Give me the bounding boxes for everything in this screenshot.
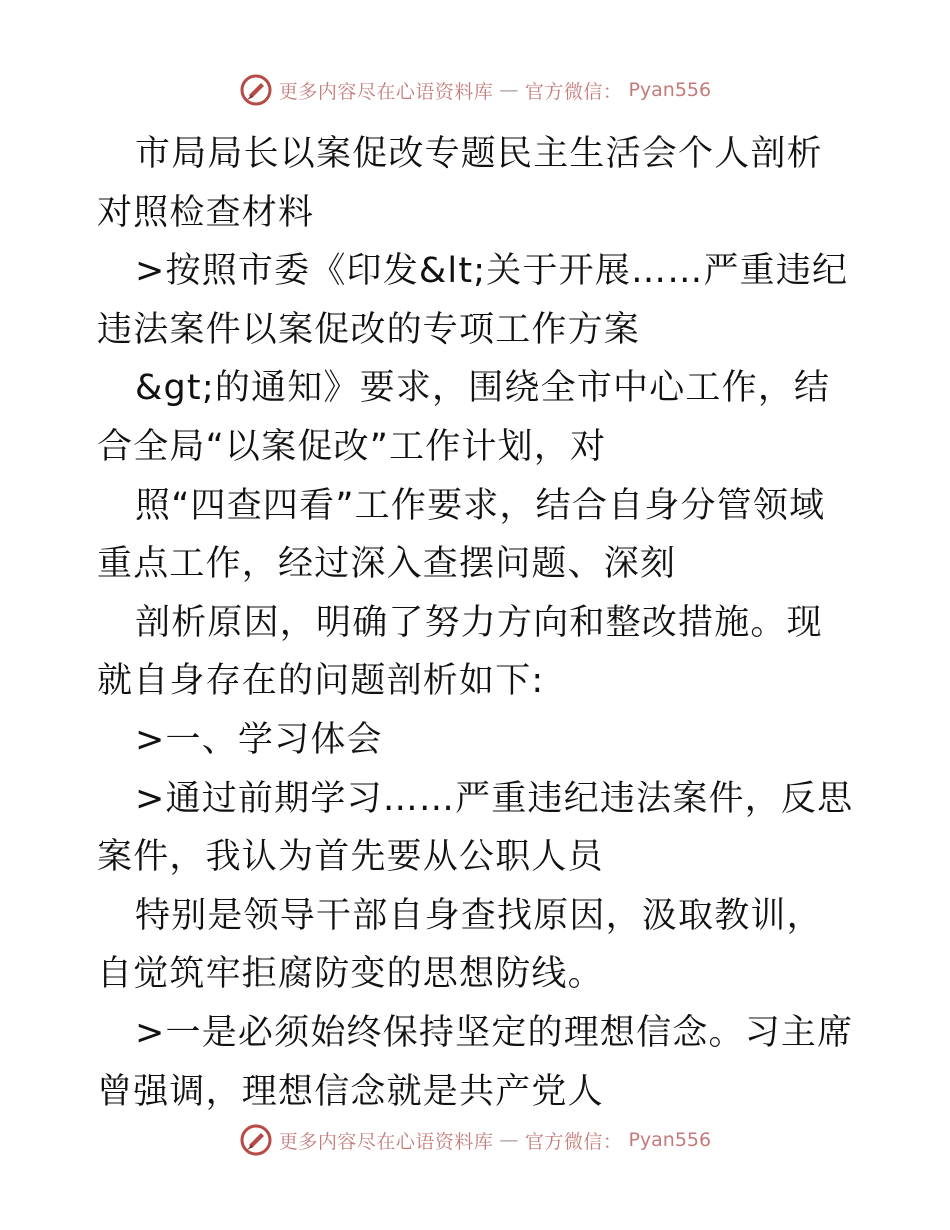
document-body <box>97 125 857 1121</box>
watermark-wechat-id: Pyan556 <box>628 1129 712 1151</box>
watermark-footer <box>0 1120 950 1160</box>
watermark-wechat-label: 官方微信： <box>524 80 623 103</box>
paragraph: 特别是领导干部自身查找原因，汲取教训，自觉筑牢拒腐防变的思想防线。 <box>97 895 823 995</box>
brand-logo-icon <box>239 73 273 107</box>
paragraph: >一是必须始终保持坚定的理想信念。习主席曾强调，理想信念就是共产党人 <box>97 1012 854 1112</box>
brand-logo-icon <box>239 1123 273 1157</box>
paragraph: 剖析原因，明确了努力方向和整改措施。现就自身存在的问题剖析如下: <box>97 602 823 702</box>
watermark-brand-text: 更多内容尽在心语资料库 <box>278 1130 494 1153</box>
watermark-brand-text: 更多内容尽在心语资料库 <box>278 80 494 103</box>
watermark-separator: — <box>499 1129 519 1151</box>
watermark-wechat-label: 官方微信： <box>524 1130 623 1153</box>
watermark-header <box>0 70 950 110</box>
watermark-wechat-id: Pyan556 <box>628 79 712 101</box>
paragraph: 照“四查四看”工作要求，结合自身分管领域重点工作，经过深入查摆问题、深刻 <box>97 485 826 585</box>
section-heading: >一、学习体会 <box>135 719 383 760</box>
watermark-separator: — <box>499 79 519 101</box>
paragraph: >通过前期学习……严重违纪违法案件，反思案件，我认为首先要从公职人员 <box>97 778 854 878</box>
paragraph: &gt;的通知》要求，围绕全市中心工作，结合全局“以案促改”工作计划，对 <box>97 368 831 467</box>
document-title: 市局局长以案促改专题民主生活会个人剖析对照检查材料 <box>97 134 823 233</box>
paragraph: >按照市委《印发&lt;关于开展……严重违纪违法案件以案促改的专项工作方案 <box>97 251 849 350</box>
